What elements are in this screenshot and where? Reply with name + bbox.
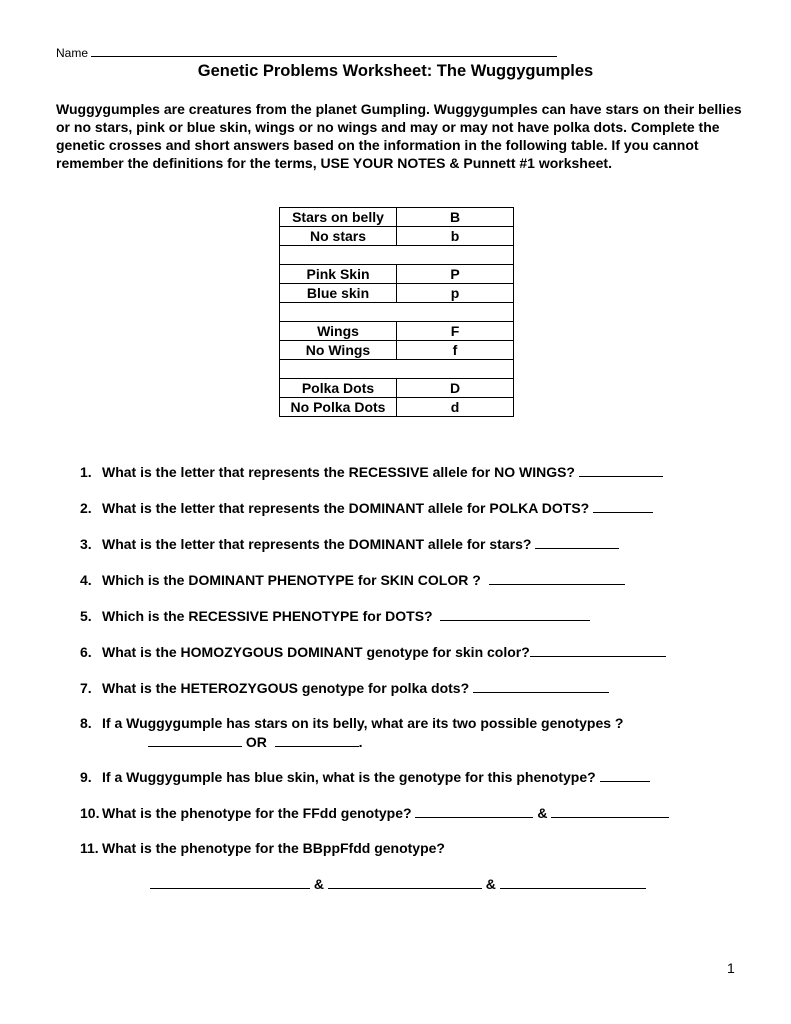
question-9: [80, 769, 650, 785]
question-10: [80, 805, 669, 821]
question-number: 1.: [80, 464, 92, 480]
spacer-cell: [280, 360, 514, 379]
question-number: 5.: [80, 608, 92, 624]
question-text: If a Wuggygumple has stars on its belly, what are its two possible genotypes ?: [102, 715, 624, 731]
table-row: [280, 265, 514, 284]
ampersand: &: [313, 876, 325, 892]
page-title: Genetic Problems Worksheet: The Wuggygumples: [197, 62, 594, 80]
question-5: [80, 608, 590, 624]
table-row: [280, 208, 514, 227]
question-text: What is the phenotype for the BBppFfdd genotype?: [102, 840, 445, 856]
question-number: 9.: [80, 769, 92, 785]
answer-blank[interactable]: [473, 680, 609, 693]
trait-cell: Pink Skin: [280, 265, 397, 284]
table-row: [280, 227, 514, 246]
trait-cell: No stars: [280, 227, 397, 246]
table-row: [280, 341, 514, 360]
question-number: 3.: [80, 536, 92, 552]
question-7: [80, 680, 609, 696]
answer-blank[interactable]: [535, 536, 619, 549]
allele-cell: F: [397, 322, 514, 341]
table-row: [280, 284, 514, 303]
table-row: [280, 379, 514, 398]
ampersand: &: [537, 805, 548, 821]
allele-cell: b: [397, 227, 514, 246]
ampersand: &: [485, 876, 496, 892]
answer-blank[interactable]: [148, 734, 242, 747]
question-text: Which is the RECESSIVE PHENOTYPE for DOTS?: [102, 608, 433, 624]
question-11-answers: [150, 876, 646, 892]
answer-blank[interactable]: [579, 464, 663, 477]
question-text: What is the letter that represents the RECESSIVE allele for NO WINGS?: [102, 464, 575, 480]
answer-blank[interactable]: [551, 805, 669, 818]
question-text: What is the letter that represents the DOMINANT allele for stars?: [102, 536, 532, 552]
question-number: 8.: [80, 715, 92, 731]
answer-blank[interactable]: [415, 805, 533, 818]
answer-blank[interactable]: [489, 572, 625, 585]
question-3: [80, 536, 619, 552]
question-text: What is the HETEROZYGOUS genotype for polka dots?: [102, 680, 470, 696]
question-text: What is the HOMOZYGOUS DOMINANT genotype for skin color?: [102, 644, 530, 660]
table-spacer-row: [280, 246, 514, 265]
allele-cell: P: [397, 265, 514, 284]
answer-blank[interactable]: [500, 876, 646, 889]
name-label: Name: [56, 46, 89, 60]
question-8: [80, 715, 623, 731]
page-number: 1: [727, 960, 735, 976]
question-number: 11.: [80, 840, 99, 856]
intro-paragraph: Wuggygumples are creatures from the planet Gumpling. Wuggygumples can have stars on their bellies or no stars, pink or blue skin, wings or no wings and may or may not have polka dots. Complete the genetic crosses and short answers based on the information in the following table. If you cannot remember the definitions for the terms, USE YOUR NOTES & Punnett #1 worksheet.: [56, 101, 742, 171]
question-text: What is the phenotype for the FFdd genotype?: [102, 805, 412, 821]
name-field: [56, 45, 557, 60]
question-4: [80, 572, 625, 588]
question-2: [80, 500, 653, 516]
answer-blank[interactable]: [530, 644, 666, 657]
trait-cell: Polka Dots: [280, 379, 397, 398]
answer-blank[interactable]: [150, 876, 310, 889]
question-number: 6.: [80, 644, 92, 660]
answer-blank[interactable]: [328, 876, 482, 889]
answer-blank[interactable]: [600, 769, 650, 782]
trait-cell: Wings: [280, 322, 397, 341]
question-number: 10.: [80, 805, 100, 821]
table-spacer-row: [280, 360, 514, 379]
name-blank[interactable]: [91, 45, 557, 57]
answer-blank[interactable]: [593, 500, 653, 513]
table-row: [280, 322, 514, 341]
question-text: If a Wuggygumple has blue skin, what is the genotype for this phenotype?: [102, 769, 596, 785]
question-8-period: .: [358, 734, 363, 750]
spacer-cell: [280, 246, 514, 265]
or-label: OR: [245, 734, 267, 750]
allele-cell: B: [397, 208, 514, 227]
trait-cell: Blue skin: [280, 284, 397, 303]
question-6: [80, 644, 666, 660]
table-spacer-row: [280, 303, 514, 322]
allele-cell: d: [397, 398, 514, 417]
spacer-cell: [280, 303, 514, 322]
allele-cell: D: [397, 379, 514, 398]
answer-blank[interactable]: [440, 608, 590, 621]
trait-cell: No Polka Dots: [280, 398, 397, 417]
allele-cell: p: [397, 284, 514, 303]
question-11: [80, 840, 445, 856]
question-number: 7.: [80, 680, 92, 696]
question-number: 4.: [80, 572, 92, 588]
answer-blank[interactable]: [275, 734, 359, 747]
allele-cell: f: [397, 341, 514, 360]
trait-cell: No Wings: [280, 341, 397, 360]
trait-cell: Stars on belly: [280, 208, 397, 227]
table-row: [280, 398, 514, 417]
question-8-answers: [148, 734, 363, 750]
traits-table: [279, 207, 514, 417]
question-text: What is the letter that represents the DOMINANT allele for POLKA DOTS?: [102, 500, 590, 516]
question-number: 2.: [80, 500, 92, 516]
question-text: Which is the DOMINANT PHENOTYPE for SKIN COLOR ?: [102, 572, 481, 588]
question-1: [80, 464, 663, 480]
